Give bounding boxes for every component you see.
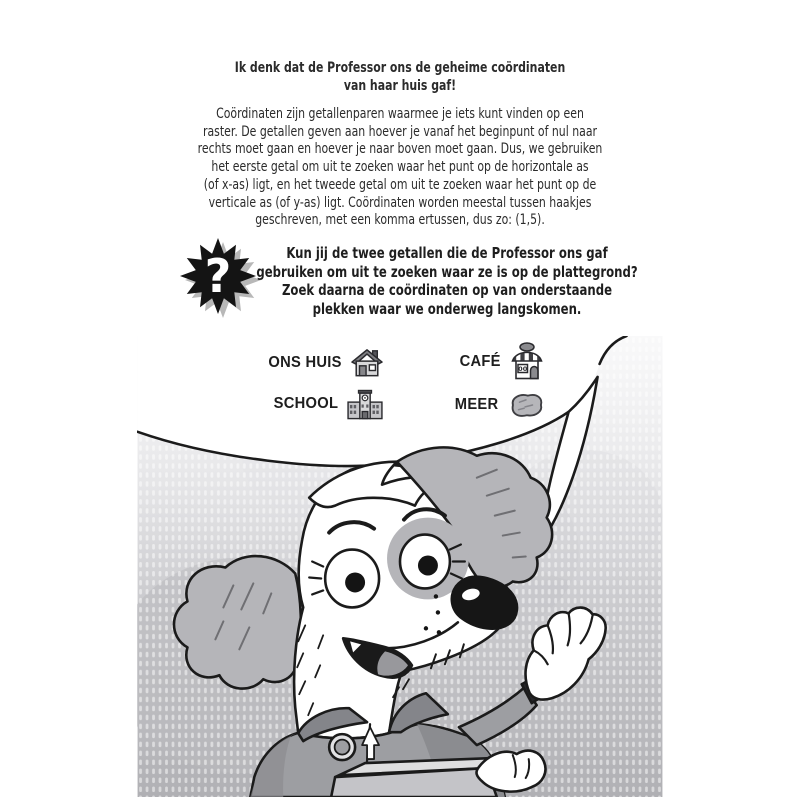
legend-label: MEER bbox=[454, 396, 498, 413]
legend-item-school bbox=[268, 388, 384, 420]
lake-icon bbox=[506, 391, 546, 419]
paragraph-line: verticale as (of y-as) ligt. Coördinaten worden meestal tussen haakjes bbox=[208, 194, 592, 211]
question-line: plekken waar we onderweg langskomen. bbox=[312, 299, 582, 318]
dog-ear-puff bbox=[174, 556, 301, 689]
legend-item-ons-huis bbox=[262, 348, 384, 378]
intro-text bbox=[88, 60, 712, 95]
question-line: gebruiken om uit te zoeken waar ze is op de plattegrond? bbox=[256, 262, 638, 281]
cafe-window-text: 00 bbox=[518, 365, 528, 374]
paragraph-line: Coördinaten zijn getallenparen waarmee je iets kunt vinden op een bbox=[216, 106, 584, 122]
paragraph-line: het eerste getal om uit te zoeken waar het punt op de horizontale as bbox=[211, 159, 589, 176]
paragraph-line: raster. De getallen geven aan hoever je vanaf het beginpunt of nul naar bbox=[202, 123, 598, 140]
dog-illustration bbox=[137, 336, 663, 797]
legend-item-meer bbox=[451, 391, 546, 419]
illustration-canvas bbox=[137, 336, 663, 797]
legend-label: CAFÉ bbox=[459, 353, 501, 370]
paragraph-line: (of x-as) ligt, en het tweede getal om uit te zoeken waar het punt op de bbox=[203, 176, 597, 193]
explanation-paragraph bbox=[88, 106, 712, 230]
paragraph-line: rechts moet gaan en hoever je naar boven moet gaan. Dus, we gebruiken bbox=[197, 141, 603, 158]
legend-item-cafe bbox=[456, 342, 545, 382]
question-line: Kun jij de twee getallen die de Professor ons gaf bbox=[286, 244, 608, 262]
cafe-icon bbox=[509, 342, 545, 382]
question-text bbox=[135, 244, 759, 318]
question-mark: ? bbox=[204, 249, 232, 303]
school-icon bbox=[346, 388, 384, 420]
intro-line: Ik denk dat de Professor ons de geheime coördinaten bbox=[234, 60, 566, 76]
legend-label: SCHOOL bbox=[273, 395, 338, 412]
legend-label: ONS HUIS bbox=[268, 354, 342, 371]
house-icon bbox=[350, 348, 384, 378]
paragraph-line: geschreven, met een komma ertussen, dus zo: (1,5). bbox=[255, 212, 545, 229]
intro-line: van haar huis gaf! bbox=[343, 77, 457, 94]
question-line: Zoek daarna de coördinaten op van onderstaande bbox=[281, 281, 613, 300]
